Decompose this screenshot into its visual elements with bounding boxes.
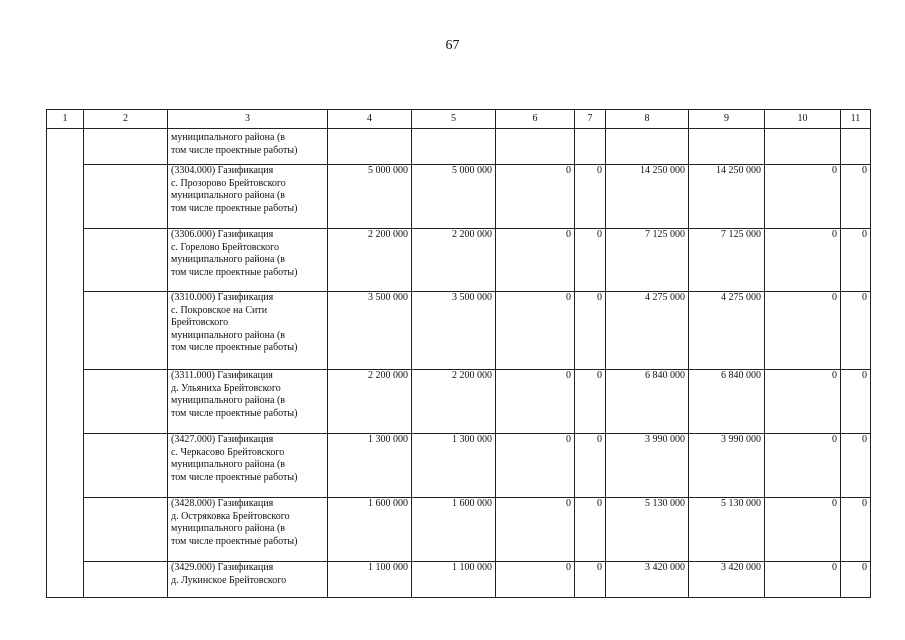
cell-v9: 5 130 000 bbox=[689, 498, 765, 562]
table-row bbox=[47, 370, 871, 434]
cell-v11: 0 bbox=[841, 165, 871, 229]
object-name-line: д. Лукинское Брейтовского bbox=[171, 574, 287, 586]
cell-v10: 0 bbox=[765, 370, 841, 434]
object-name-line: д. Остряковка Брейтовского bbox=[171, 510, 290, 522]
column-header-9: 9 bbox=[689, 110, 765, 129]
cell-col-1-merged bbox=[47, 129, 84, 598]
column-header-6: 6 bbox=[496, 110, 575, 129]
table-row bbox=[47, 129, 871, 165]
cell-v5: 3 500 000 bbox=[412, 292, 496, 370]
cell-v9: 7 125 000 bbox=[689, 229, 765, 292]
object-name-line: муниципального района (в bbox=[171, 329, 285, 341]
cell-object-name bbox=[168, 229, 328, 292]
cell-v11: 0 bbox=[841, 229, 871, 292]
cell-v11 bbox=[841, 129, 871, 165]
table-body bbox=[47, 129, 871, 598]
cell-v11: 0 bbox=[841, 562, 871, 598]
cell-v7: 0 bbox=[575, 498, 606, 562]
cell-v8: 3 420 000 bbox=[606, 562, 689, 598]
object-name-line: муниципального района (в bbox=[171, 523, 285, 534]
cell-v5: 2 200 000 bbox=[412, 370, 496, 434]
table-row bbox=[47, 434, 871, 498]
column-header-1: 1 bbox=[47, 110, 84, 129]
cell-v4: 2 200 000 bbox=[328, 370, 412, 434]
object-name-line: с. Покровское на Сити bbox=[171, 304, 268, 316]
cell-v8: 14 250 000 bbox=[606, 165, 689, 229]
cell-v8: 7 125 000 bbox=[606, 229, 689, 292]
column-header-11: 11 bbox=[841, 110, 871, 129]
object-name-line: том числе проектные работы) bbox=[171, 266, 298, 278]
cell-col-2 bbox=[84, 229, 168, 292]
cell-v8: 3 990 000 bbox=[606, 434, 689, 498]
cell-v10: 0 bbox=[765, 434, 841, 498]
cell-v4: 5 000 000 bbox=[328, 165, 412, 229]
object-name-line: муниципального района (в bbox=[171, 132, 285, 143]
cell-object-name bbox=[168, 165, 328, 229]
cell-v11: 0 bbox=[841, 498, 871, 562]
column-header-8: 8 bbox=[606, 110, 689, 129]
cell-v10: 0 bbox=[765, 229, 841, 292]
column-header-3: 3 bbox=[168, 110, 328, 129]
cell-v9: 14 250 000 bbox=[689, 165, 765, 229]
cell-v6 bbox=[496, 129, 575, 165]
cell-v4: 1 300 000 bbox=[328, 434, 412, 498]
object-name-line: (3427.000) Газификация bbox=[171, 434, 274, 445]
cell-object-name bbox=[168, 562, 328, 598]
column-header-7: 7 bbox=[575, 110, 606, 129]
cell-v5: 2 200 000 bbox=[412, 229, 496, 292]
table-row bbox=[47, 165, 871, 229]
cell-v11: 0 bbox=[841, 434, 871, 498]
cell-v8: 4 275 000 bbox=[606, 292, 689, 370]
cell-v7: 0 bbox=[575, 229, 606, 292]
object-name-line: Брейтовского bbox=[171, 317, 229, 328]
cell-v7: 0 bbox=[575, 292, 606, 370]
cell-v6: 0 bbox=[496, 498, 575, 562]
table-row bbox=[47, 562, 871, 598]
budget-table bbox=[46, 109, 871, 598]
cell-v10: 0 bbox=[765, 498, 841, 562]
object-name-line: (3429.000) Газификация bbox=[171, 562, 274, 573]
object-name-line: муниципального района (в bbox=[171, 254, 285, 265]
cell-v7: 0 bbox=[575, 165, 606, 229]
cell-object-name bbox=[168, 292, 328, 370]
cell-v9: 4 275 000 bbox=[689, 292, 765, 370]
cell-v4: 1 100 000 bbox=[328, 562, 412, 598]
object-name-line: том числе проектные работы) bbox=[171, 471, 298, 483]
column-header-4: 4 bbox=[328, 110, 412, 129]
cell-v4: 1 600 000 bbox=[328, 498, 412, 562]
object-name-line: с. Горелово Брейтовского bbox=[171, 241, 279, 253]
cell-v10: 0 bbox=[765, 562, 841, 598]
cell-col-2 bbox=[84, 562, 168, 598]
object-name-line: муниципального района (в bbox=[171, 190, 285, 201]
object-name-line: (3428.000) Газификация bbox=[171, 498, 274, 509]
object-name-line: с. Прозорово Брейтовского bbox=[171, 177, 286, 189]
object-name-line: том числе проектные работы) bbox=[171, 202, 298, 214]
cell-col-2 bbox=[84, 165, 168, 229]
column-header-2: 2 bbox=[84, 110, 168, 129]
cell-v4: 3 500 000 bbox=[328, 292, 412, 370]
cell-v9: 6 840 000 bbox=[689, 370, 765, 434]
object-name-line: муниципального района (в bbox=[171, 395, 285, 406]
cell-col-2 bbox=[84, 434, 168, 498]
table-header-row bbox=[47, 110, 871, 129]
cell-col-2 bbox=[84, 292, 168, 370]
cell-object-name bbox=[168, 129, 328, 165]
column-header-10: 10 bbox=[765, 110, 841, 129]
cell-v4 bbox=[328, 129, 412, 165]
cell-object-name bbox=[168, 498, 328, 562]
cell-v9: 3 990 000 bbox=[689, 434, 765, 498]
cell-v5: 1 600 000 bbox=[412, 498, 496, 562]
cell-v7: 0 bbox=[575, 562, 606, 598]
cell-col-2 bbox=[84, 370, 168, 434]
object-name-line: том числе проектные работы) bbox=[171, 407, 298, 419]
page-number: 67 bbox=[445, 38, 460, 53]
cell-v5: 1 100 000 bbox=[412, 562, 496, 598]
object-name-line: том числе проектные работы) bbox=[171, 144, 298, 156]
cell-v5: 5 000 000 bbox=[412, 165, 496, 229]
cell-v11: 0 bbox=[841, 292, 871, 370]
cell-v6: 0 bbox=[496, 370, 575, 434]
cell-object-name bbox=[168, 434, 328, 498]
cell-v11: 0 bbox=[841, 370, 871, 434]
cell-v9: 3 420 000 bbox=[689, 562, 765, 598]
cell-v5: 1 300 000 bbox=[412, 434, 496, 498]
object-name-line: д. Ульяниха Брейтовского bbox=[171, 382, 281, 394]
cell-v4: 2 200 000 bbox=[328, 229, 412, 292]
cell-v5 bbox=[412, 129, 496, 165]
object-name-line: с. Черкасово Брейтовского bbox=[171, 446, 285, 458]
object-name-line: (3306.000) Газификация bbox=[171, 229, 274, 240]
object-name-line: (3311.000) Газификация bbox=[171, 370, 273, 381]
cell-v7: 0 bbox=[575, 370, 606, 434]
cell-v6: 0 bbox=[496, 292, 575, 370]
cell-v6: 0 bbox=[496, 562, 575, 598]
cell-v10 bbox=[765, 129, 841, 165]
cell-v8: 6 840 000 bbox=[606, 370, 689, 434]
cell-v10: 0 bbox=[765, 292, 841, 370]
object-name-line: муниципального района (в bbox=[171, 459, 285, 470]
object-name-line: том числе проектные работы) bbox=[171, 342, 298, 353]
cell-col-2 bbox=[84, 129, 168, 165]
cell-v8: 5 130 000 bbox=[606, 498, 689, 562]
cell-v9 bbox=[689, 129, 765, 165]
table-row bbox=[47, 229, 871, 292]
object-name-line: (3310.000) Газификация bbox=[171, 292, 274, 303]
table-row bbox=[47, 498, 871, 562]
column-header-5: 5 bbox=[412, 110, 496, 129]
cell-v7 bbox=[575, 129, 606, 165]
cell-v8 bbox=[606, 129, 689, 165]
object-name-line: том числе проектные работы) bbox=[171, 535, 298, 547]
cell-v6: 0 bbox=[496, 165, 575, 229]
cell-v6: 0 bbox=[496, 229, 575, 292]
table-row bbox=[47, 292, 871, 370]
cell-v7: 0 bbox=[575, 434, 606, 498]
object-name-line: (3304.000) Газификация bbox=[171, 165, 274, 176]
cell-v10: 0 bbox=[765, 165, 841, 229]
cell-v6: 0 bbox=[496, 434, 575, 498]
cell-col-2 bbox=[84, 498, 168, 562]
cell-object-name bbox=[168, 370, 328, 434]
